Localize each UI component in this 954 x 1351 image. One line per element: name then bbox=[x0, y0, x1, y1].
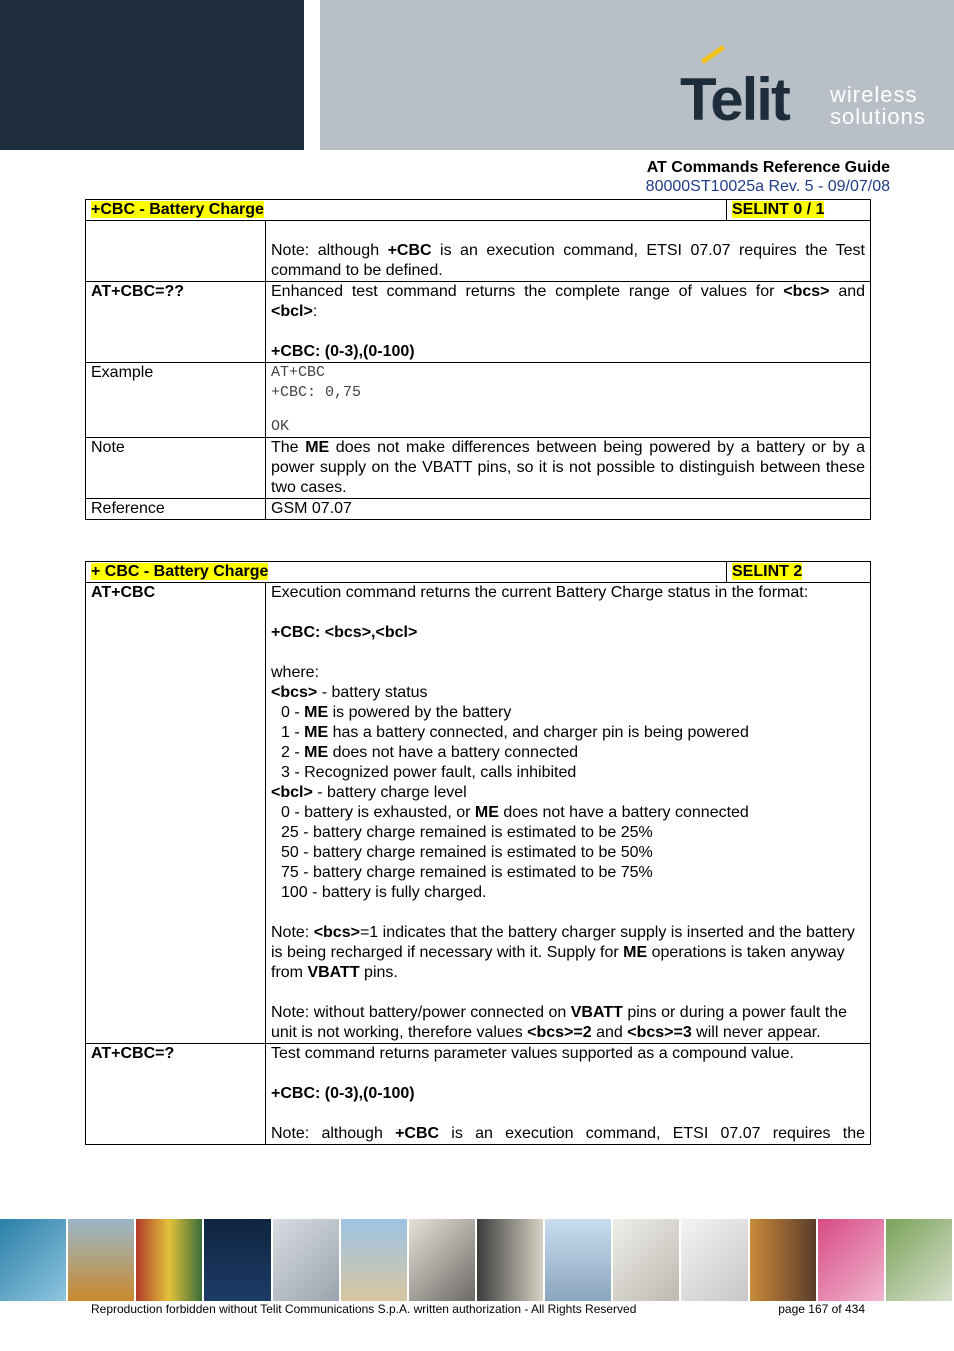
photo-tile bbox=[818, 1219, 886, 1301]
code-line: AT+CBC bbox=[271, 364, 326, 381]
reference-value: GSM 07.07 bbox=[266, 499, 871, 520]
param-desc: - battery status bbox=[317, 684, 428, 701]
note-text: Note: although bbox=[271, 242, 388, 259]
desc-text: Enhanced test command returns the complete range of values for bbox=[271, 283, 784, 300]
note-paragraph: Note: without battery/power connected on VBATT pins or during a power fault the unit is not working, therefore values <bcs>=2 and <bcs>=3 will never appear. bbox=[271, 1004, 848, 1041]
note-bold: ME bbox=[305, 439, 330, 456]
table-header-row bbox=[86, 562, 871, 583]
photo-tile bbox=[204, 1219, 272, 1301]
cbc-table-selint2 bbox=[85, 561, 871, 1145]
photo-tile bbox=[409, 1219, 477, 1301]
row-label: Example bbox=[86, 363, 266, 438]
param-bcs: <bcs> bbox=[271, 684, 318, 701]
note-paragraph: Note: <bcs>=1 indicates that the battery charger supply is inserted and the battery is being recharged if necessary with it. Supply for ME operations is taken anyway from VBATT pins. bbox=[271, 924, 855, 981]
photo-tile bbox=[273, 1219, 341, 1301]
list-item: 2 - ME does not have a battery connected bbox=[281, 744, 579, 761]
table-header-row bbox=[86, 200, 871, 221]
selint-label: SELINT 0 / 1 bbox=[732, 201, 825, 218]
example-code bbox=[266, 363, 871, 438]
selint-cell bbox=[727, 200, 871, 221]
table-row bbox=[86, 1044, 871, 1145]
page-number: page 167 of 434 bbox=[778, 1302, 865, 1316]
photo-tile bbox=[545, 1219, 613, 1301]
table-row bbox=[86, 282, 871, 363]
row-label-empty bbox=[86, 221, 266, 282]
row-label bbox=[86, 282, 266, 363]
where-label: where: bbox=[271, 664, 320, 681]
footer-photo-strip bbox=[0, 1219, 954, 1301]
photo-tile bbox=[886, 1219, 954, 1301]
row-label bbox=[86, 1044, 266, 1145]
command-label: AT+CBC=? bbox=[91, 1045, 175, 1062]
header-dark-panel bbox=[0, 0, 304, 150]
table-title: + CBC - Battery Charge bbox=[91, 563, 269, 580]
table-row bbox=[86, 583, 871, 1044]
row-label: Reference bbox=[86, 499, 266, 520]
photo-tile bbox=[0, 1219, 68, 1301]
response-format: +CBC: <bcs>,<bcl> bbox=[271, 624, 418, 641]
photo-tile bbox=[613, 1219, 681, 1301]
photo-tile bbox=[477, 1219, 545, 1301]
list-item: 0 - battery is exhausted, or ME does not have a battery connected bbox=[281, 804, 749, 821]
doc-revision: 80000ST10025a Rev. 5 - 09/07/08 bbox=[645, 178, 890, 195]
logo-tagline bbox=[830, 84, 926, 128]
row-label bbox=[86, 583, 266, 1044]
table-row bbox=[86, 221, 871, 282]
table-title: +CBC - Battery Charge bbox=[91, 201, 264, 218]
table-title-cell bbox=[86, 200, 727, 221]
selint-cell bbox=[727, 562, 871, 583]
footer-rights: Reproduction forbidden without Telit Communications S.p.A. written authorization - All Rights Reserved bbox=[91, 1302, 637, 1316]
code-line: +CBC: 0,75 bbox=[271, 384, 362, 401]
param-bcs: <bcs> bbox=[783, 283, 830, 300]
command-label: AT+CBC=?? bbox=[91, 283, 185, 300]
photo-tile bbox=[68, 1219, 136, 1301]
note-text: is an execution command, ETSI 07.07 requires the Test command to be defined. bbox=[271, 242, 865, 279]
note-text: does not make differences between being powered by a battery or by a power supply on the VBATT pins, so it is not possible to distinguish between these two cases. bbox=[271, 439, 865, 496]
desc-text: Execution command returns the current Battery Charge status in the format: bbox=[271, 584, 809, 601]
row-content bbox=[266, 1044, 871, 1145]
list-item: 3 - Recognized power fault, calls inhibited bbox=[281, 764, 577, 781]
list-item: 75 - battery charge remained is estimated to be 75% bbox=[281, 864, 653, 881]
tagline-line-1: wireless bbox=[830, 82, 918, 107]
note-bold: +CBC bbox=[387, 242, 432, 259]
tagline-line-2: solutions bbox=[830, 104, 926, 129]
table-row bbox=[86, 438, 871, 499]
param-bcl: <bcl> bbox=[271, 303, 313, 320]
row-content bbox=[266, 583, 871, 1044]
list-item: 1 - ME has a battery connected, and charger pin is being powered bbox=[281, 724, 749, 741]
response-format: +CBC: (0-3),(0-100) bbox=[271, 343, 415, 360]
photo-tile bbox=[341, 1219, 409, 1301]
list-item: 0 - ME is powered by the battery bbox=[281, 704, 512, 721]
selint-label: SELINT 2 bbox=[732, 563, 803, 580]
table-row bbox=[86, 499, 871, 520]
row-label: Note bbox=[86, 438, 266, 499]
note-text: The bbox=[271, 439, 306, 456]
list-item: 25 - battery charge remained is estimated to be 25% bbox=[281, 824, 653, 841]
desc-text: Test command returns parameter values supported as a compound value. bbox=[271, 1045, 794, 1062]
param-bcl: <bcl> bbox=[271, 784, 313, 801]
param-desc: - battery charge level bbox=[312, 784, 467, 801]
list-item: 100 - battery is fully charged. bbox=[281, 884, 487, 901]
code-line: OK bbox=[271, 418, 290, 435]
desc-text: and bbox=[829, 283, 866, 300]
command-label: AT+CBC bbox=[91, 584, 156, 601]
photo-tile bbox=[750, 1219, 818, 1301]
photo-tile bbox=[681, 1219, 749, 1301]
note-paragraph: Note: although +CBC is an execution command, ETSI 07.07 requires the bbox=[271, 1125, 866, 1142]
list-item: 50 - battery charge remained is estimated to be 50% bbox=[281, 844, 653, 861]
desc-text: : bbox=[312, 303, 318, 320]
photo-tile bbox=[136, 1219, 204, 1301]
row-content bbox=[266, 438, 871, 499]
response-format: +CBC: (0-3),(0-100) bbox=[271, 1085, 415, 1102]
doc-title: AT Commands Reference Guide bbox=[646, 159, 890, 176]
cbc-table-selint01 bbox=[85, 199, 871, 520]
row-content bbox=[266, 221, 871, 282]
table-title-cell bbox=[86, 562, 727, 583]
row-content bbox=[266, 282, 871, 363]
telit-logo: Telit bbox=[680, 66, 789, 133]
table-row bbox=[86, 363, 871, 438]
